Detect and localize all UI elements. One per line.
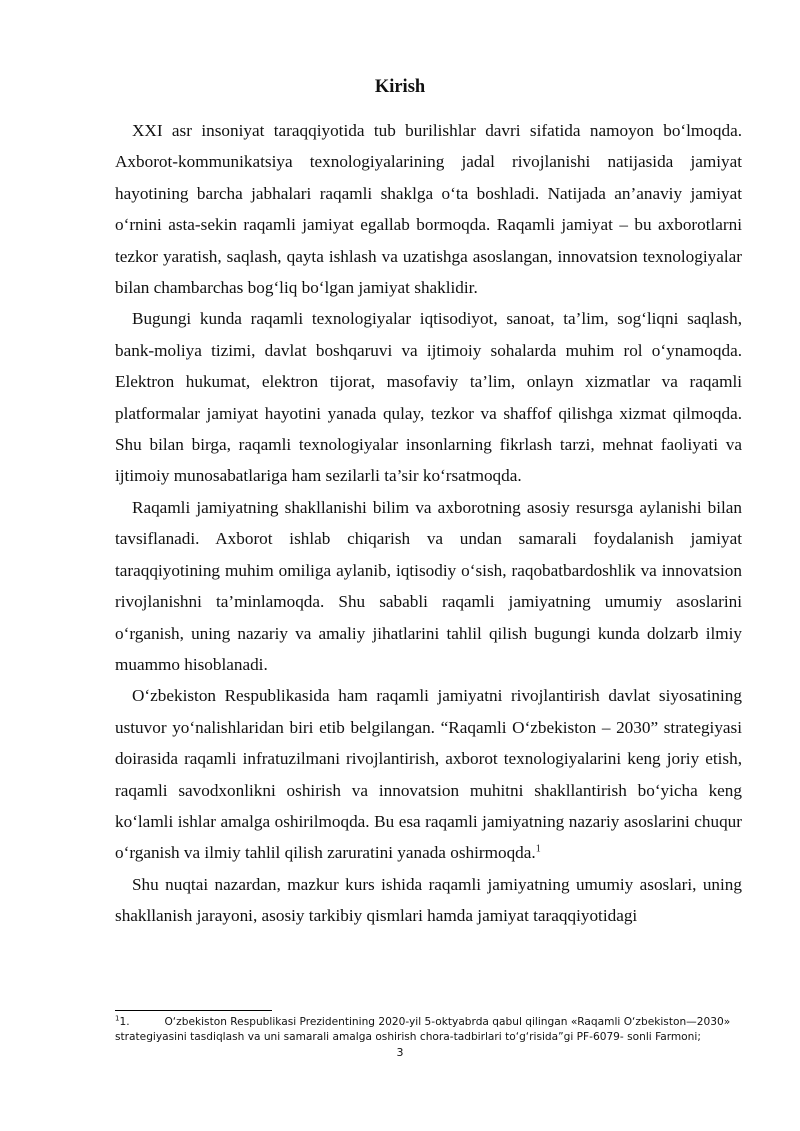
footnote-reference[interactable]: 1 — [535, 843, 541, 855]
paragraph-intro: XXI asr insoniyat taraqqiyotida tub burilishlar davri sifatida namoyon boʻlmoqda. Axborot-kommunikatsiya texnologiyalarining jadal rivojlanishi natijasida jamiyat hayotining barcha jabhalari raqamli shaklga oʻta boshladi. Natijada an’anaviy jamiyat oʻrnini asta-sekin raqamli jamiyat egallab bormoqda. Raqamli jamiyat – bu axborotlarni tezkor yaratish, saqlash, qayta ishlash va uzatishga asoslangan, innovatsion texnologiyalar bilan chambarchas bogʻliq boʻlgan jamiyat shaklidir. — [115, 121, 742, 298]
paragraph-knowledge: Raqamli jamiyatning shakllanishi bilim va axborotning asosiy resursga aylanishi bilan tavsiflanadi. Axborot ishlab chiqarish va undan samarali foydalanish jamiyat taraqqiyotining muhim omiliga aylanib, iqtisodiy oʻsish, raqobatbardoshlik va innovatsion rivojlanishni ta’minlamoqda. Shu sababli raqamli jamiyatning umumiy asoslarini oʻrganish, uning nazariy va amaliy jihatlarini tahlil qilish bugungi kunda dolzarb ilmiy muammo hisoblanadi. — [115, 497, 742, 674]
page-number: 3 — [396, 1046, 404, 1059]
footnote — [115, 1015, 742, 1045]
body-text — [115, 115, 742, 932]
paragraph-uzbekistan — [115, 680, 742, 868]
footnote-marker: 1 — [115, 1014, 120, 1023]
section-title: Kirish — [374, 77, 426, 97]
paragraph-course-work: Shu nuqtai nazardan, mazkur kurs ishida raqamli jamiyatning umumiy asoslari, uning shakllanish jarayoni, asosiy tarkibiy qismlari hamda jamiyat taraqqiyotidagi — [115, 874, 742, 926]
footnote-text: O‘zbekiston Respublikasi Prezidentining 2020-yil 5-oktyabrda qabul qilingan «Raqamli O‘zbekiston—2030» strategiyasini tasdiqlash va uni samarali amalga oshirish chora-tadbirlari to‘g‘risida”gi PF-6079- sonli Farmoni; — [115, 1016, 731, 1043]
paragraph-uzbekistan-text: Oʻzbekiston Respublikasida ham raqamli jamiyatni rivojlantirish davlat siyosatining ustuvor yoʻnalishlaridan biri etib belgilangan. “Raqamli Oʻzbekiston – 2030” strategiyasi doirasida raqamli infratuzilmani rivojlantirish, axborot texnologiyalarini keng joriy etish, raqamli savodxonlikni oshirish va innovatsion muhitni shakllantirish boʻyicha keng koʻlamli ishlar amalga oshirilmoqda. Bu esa raqamli jamiyatning nazariy asoslarini chuqur oʻrganish va ilmiy tahlil qilish zaruratini yanada oshirmoqda. — [115, 686, 742, 863]
footnote-number: 1. — [119, 1016, 130, 1028]
footnote-separator — [115, 1010, 272, 1011]
paragraph-technologies: Bugungi kunda raqamli texnologiyalar iqtisodiyot, sanoat, ta’lim, sogʻliqni saqlash, bank-moliya tizimi, davlat boshqaruvi va ijtimoiy sohalarda muhim rol oʻynamoqda. Elektron hukumat, elektron tijorat, masofaviy ta’lim, onlayn xizmatlar va raqamli platformalar jamiyat hayotini yanada qulay, tezkor va shaffof qilishga xizmat qilmoqda. Shu bilan birga, raqamli texnologiyalar insonlarning fikrlash tarzi, mehnat faoliyati va ijtimoiy munosabatlariga ham sezilarli ta’sir koʻrsatmoqda. — [115, 309, 742, 486]
